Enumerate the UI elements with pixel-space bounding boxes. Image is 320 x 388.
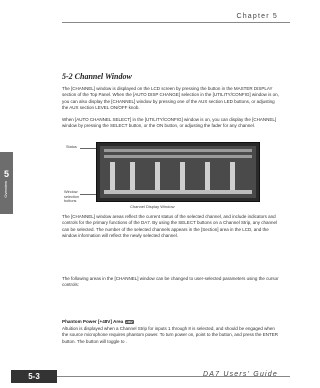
phantom-power-subtitle (62, 319, 134, 324)
chapter-label: Chapter 5 (236, 13, 278, 20)
channel-window-figure (96, 142, 260, 202)
phantom-power-paragraph: Altuition is displayed when a Channel Strip for inputs 1 through 8 is selected, and should be engaged when the source microphone requires phantom power. To turn power on, point to the button, and press the ENTER button. The button will toggle to . (62, 326, 279, 344)
channel-window-description: The [CHANNEL] window areas reflect the current status of the selected channel, and include indicators and controls for the primary functions of the DA7. By using the SELECT buttons on a Channel Strip, any channel can be selected. The number of the selected channels appears in the [Section] area in the LCD, and the window information will reflect the newly selected channel. (62, 214, 278, 238)
guide-title: DA7 Users' Guide (202, 371, 278, 378)
chapter-side-tab[interactable] (0, 152, 13, 214)
callout-label-status: Status (66, 145, 77, 149)
figure-strip-top (104, 149, 252, 152)
side-tab-text: Overview (3, 180, 9, 198)
header-rule (62, 22, 290, 23)
figure-window-buttons (104, 190, 252, 194)
auto-select-paragraph: When [AUTO CHANNEL SELECT] in the [UTILITY/CONFIG] window is on, you can display the [CHANNEL] window by pressing the SELECT button, or the ON button, or adjusting the fader for any channel. (62, 117, 277, 129)
phantom-power-button-icon: +48V (125, 319, 133, 324)
callout-label-buttons: Window selection buttons (64, 190, 79, 203)
cursor-controls-paragraph: The following areas in the [CHANNEL] window can be changed to user-selected parameters using the cursor controls: (62, 276, 279, 288)
callout-line-buttons (80, 194, 96, 195)
page-number: 5-3 (11, 370, 57, 383)
section-title: 5-2 Channel Window (62, 72, 132, 81)
figure-strip-second (104, 155, 252, 158)
figure-screen (100, 146, 256, 198)
intro-paragraph: The [CHANNEL] window is displayed on the LCD screen by pressing the button in the MASTER DISPLAY section of the Top Panel. When the [AUTO DISP CHANGE] selection in the [UTILITY/CONFIG] window is on, you can also display the [CHANNEL] window by pressing one of the AUX section LED buttons, or adjusting the AUX section LEVEL ON/OFF knob. (62, 86, 279, 110)
side-tab-number: 5 (3, 168, 9, 179)
figure-caption: Channel Display Window (130, 204, 175, 209)
phantom-power-title: Phantom Power [+48V] Area (62, 319, 124, 324)
callout-line-status (80, 148, 96, 149)
